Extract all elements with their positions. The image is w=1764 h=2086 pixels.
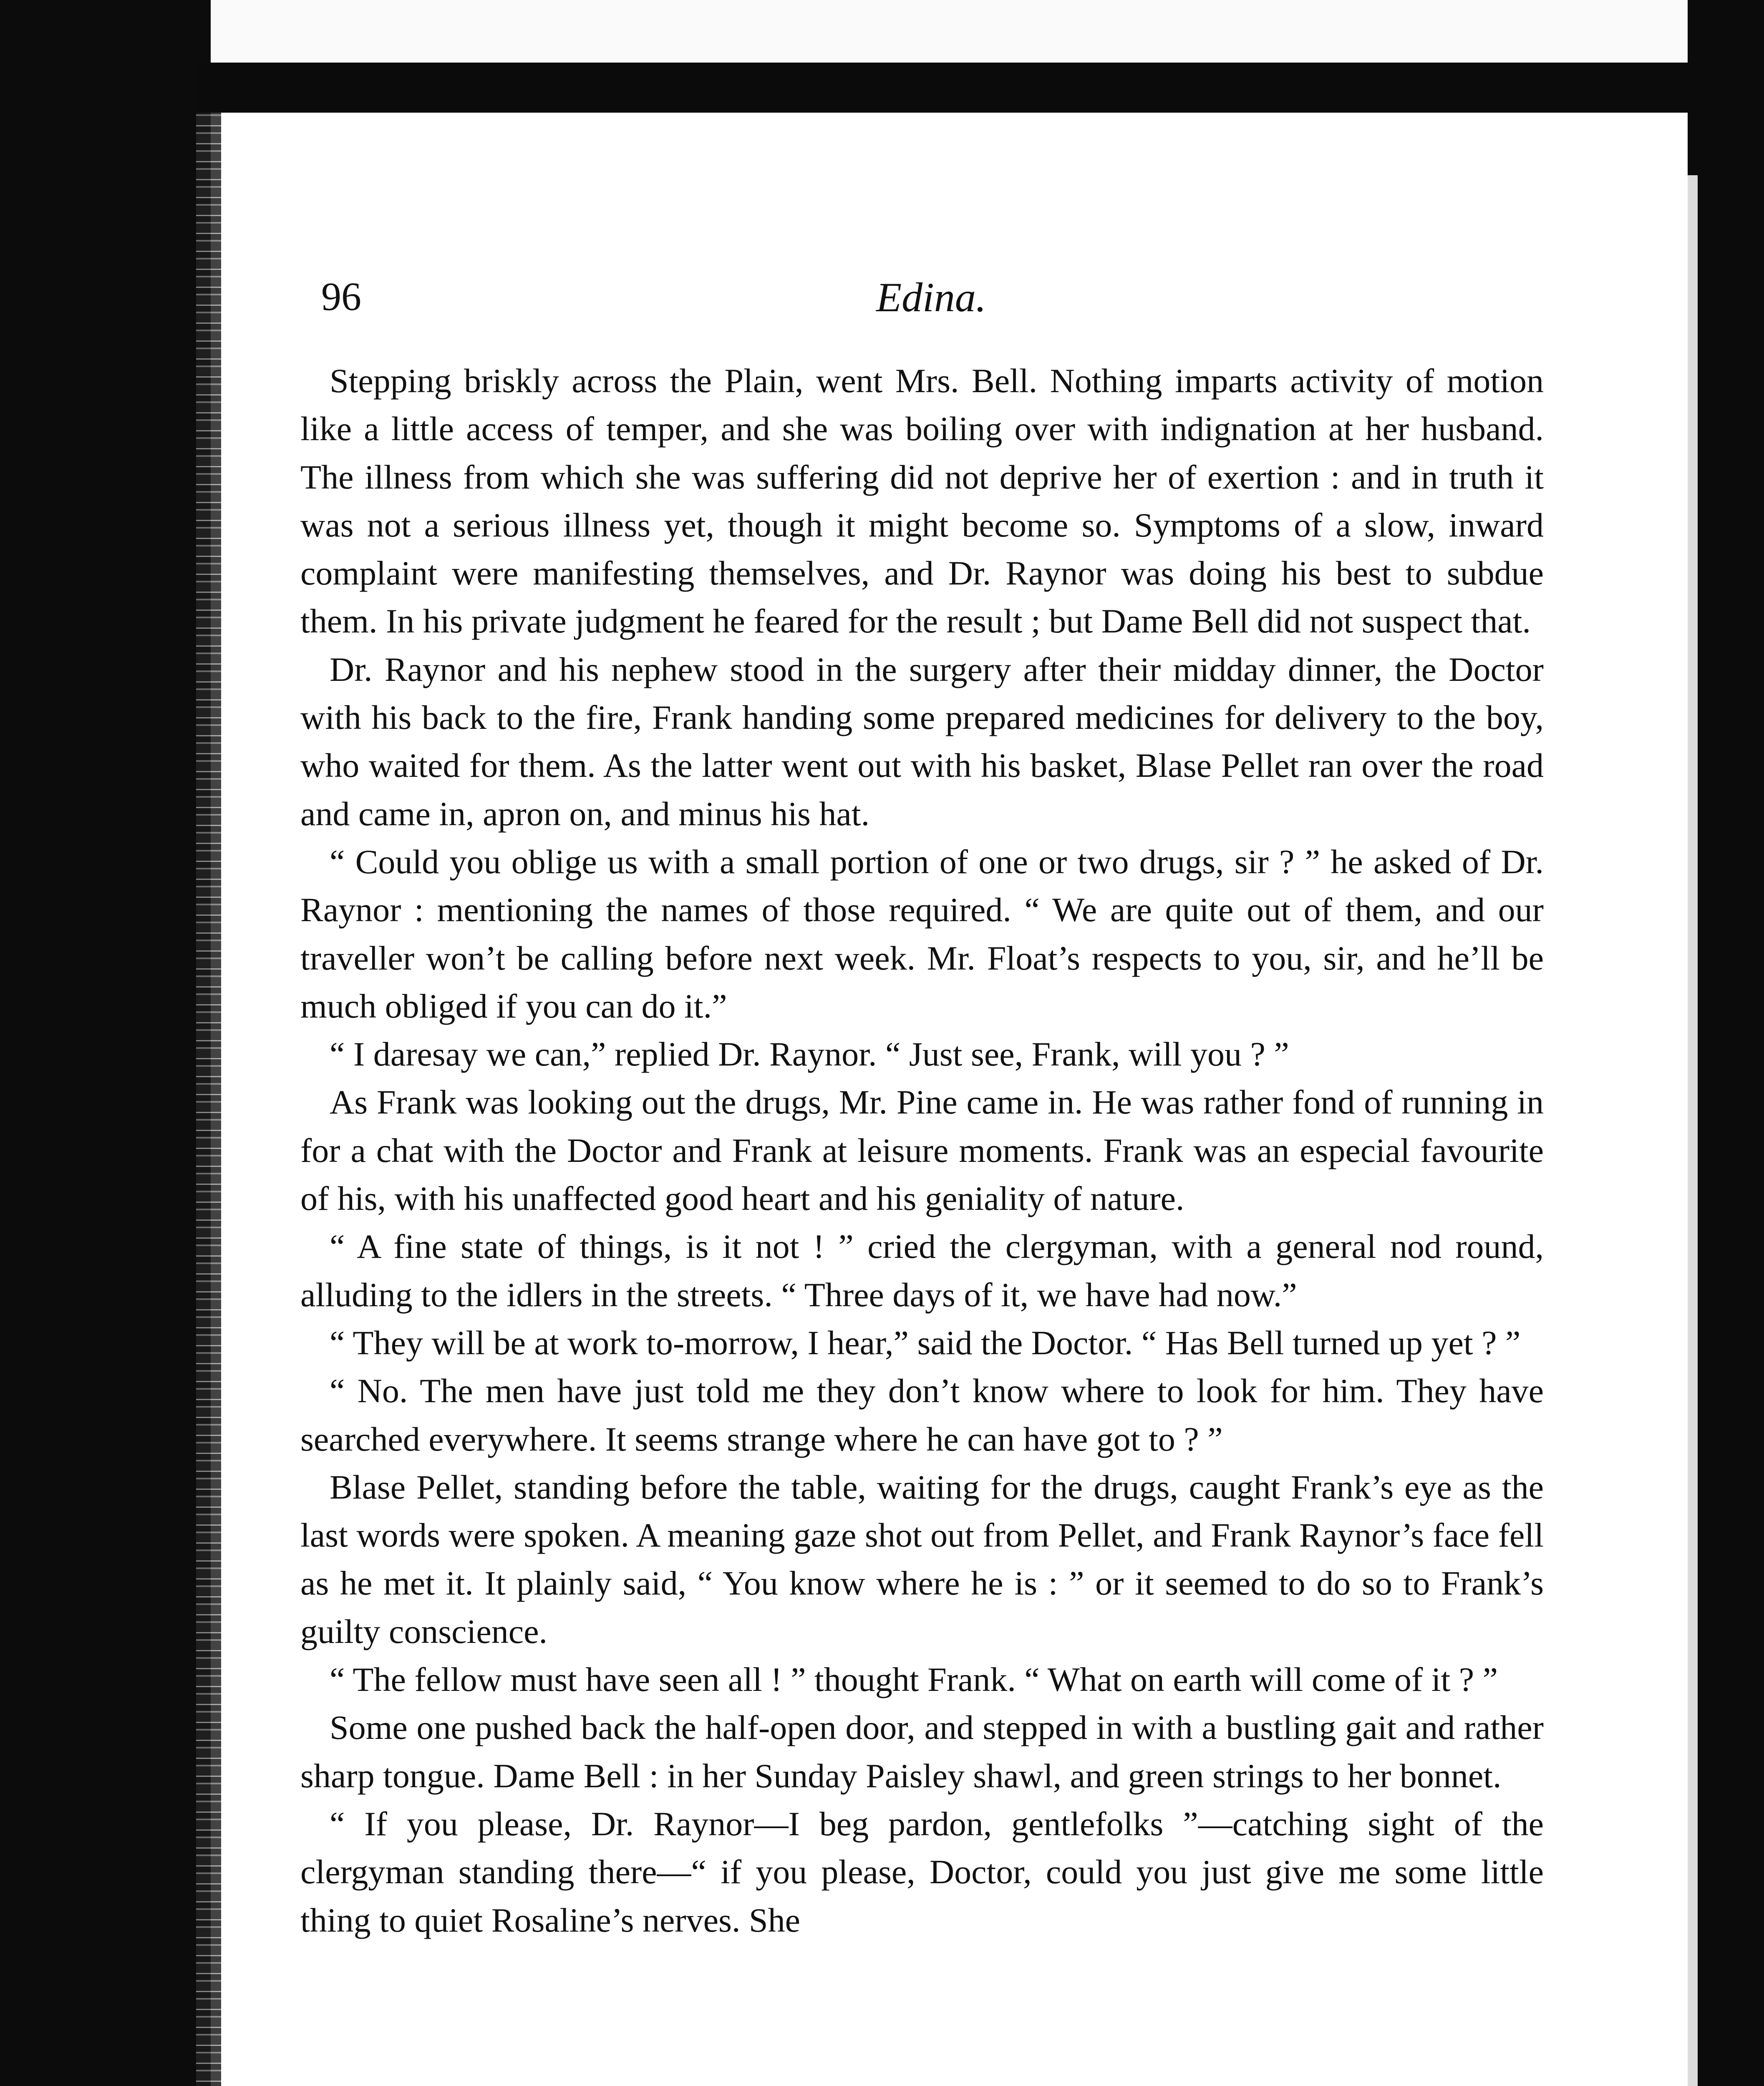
paragraph: “ No. The men have just told me they don’t know where to look for him. They have searched everywhere. It seems strange where he can have got to ? ” <box>300 1372 1544 1458</box>
paragraph: Blase Pellet, standing before the table, waiting for the drugs, caught Frank’s eye as the last words were spoken. A meaning gaze shot out from Pellet, and Frank Raynor’s face fell as he met it. It plainly said, “ You know where he is : ” or it seemed to do so to Frank’s guilty conscience. <box>300 1468 1544 1650</box>
paragraph: “ They will be at work to-morrow, I hear,” said the Doctor. “ Has Bell turned up yet ? ” <box>330 1323 1521 1362</box>
scan-frame-left <box>0 0 211 2086</box>
body-text <box>300 357 1544 1944</box>
paragraph: Stepping briskly across the Plain, went Mrs. Bell. Nothing imparts activity of motion like a little access of temper, and she was boiling over with indignation at her husband. The illness from which she was suffering did not deprive her of exertion : and in truth it was not a serious illness yet, though it might become so. Symptoms of a slow, inward complaint were manifesting themselves, and Dr. Raynor was doing his best to subdue them. In his private judgment he feared for the result ; but Dame Bell did not suspect that. <box>300 362 1544 640</box>
paragraph: “ I daresay we can,” replied Dr. Raynor. “ Just see, Frank, will you ? ” <box>330 1035 1289 1073</box>
scan-page-edge-right <box>1688 175 1698 2086</box>
page-header <box>321 273 1573 323</box>
paragraph: “ A fine state of things, is it not ! ” cried the clergyman, with a general nod round, alluding to the idlers in the streets. “ Three days of it, we have had now.” <box>300 1227 1544 1314</box>
paragraph: As Frank was looking out the drugs, Mr. Pine came in. He was rather fond of running in for a chat with the Doctor and Frank at leisure moments. Frank was an especial favourite of his, with his unaffected good heart and his geniality of nature. <box>300 1083 1544 1218</box>
scan-margin-top <box>211 0 1688 63</box>
scan-frame-top <box>196 63 1764 113</box>
paragraph: Some one pushed back the half-open door, and stepped in with a bustling gait and rather sharp tongue. Dame Bell : in her Sunday Paisley shawl, and green strings to her bonnet. <box>300 1708 1544 1795</box>
scan-frame-right <box>1688 0 1764 2086</box>
paragraph: “ The fellow must have seen all ! ” thought Frank. “ What on earth will come of it ? ” <box>330 1660 1498 1699</box>
page-number: 96 <box>321 274 361 319</box>
running-title: Edina. <box>876 274 986 320</box>
paragraph: “ If you please, Dr. Raynor—I beg pardon, gentlefolks ”—catching sight of the clergyman standing there—“ if you please, Doctor, could you just give me some little thing to quiet Rosaline’s nerves. She <box>300 1804 1544 1939</box>
paragraph: “ Could you oblige us with a small portion of one or two drugs, sir ? ” he asked of Dr. Raynor : mentioning the names of those required. “ We are quite out of them, and our traveller won’t be calling before next week. Mr. Float’s respects to you, sir, and he’ll be much obliged if you can do it.” <box>300 842 1544 1025</box>
paragraph: Dr. Raynor and his nephew stood in the surgery after their midday dinner, the Doctor with his back to the fire, Frank handing some prepared medicines for delivery to the boy, who waited for them. As the latter went out with his basket, Blase Pellet ran over the road and came in, apron on, and minus his hat. <box>300 650 1544 833</box>
